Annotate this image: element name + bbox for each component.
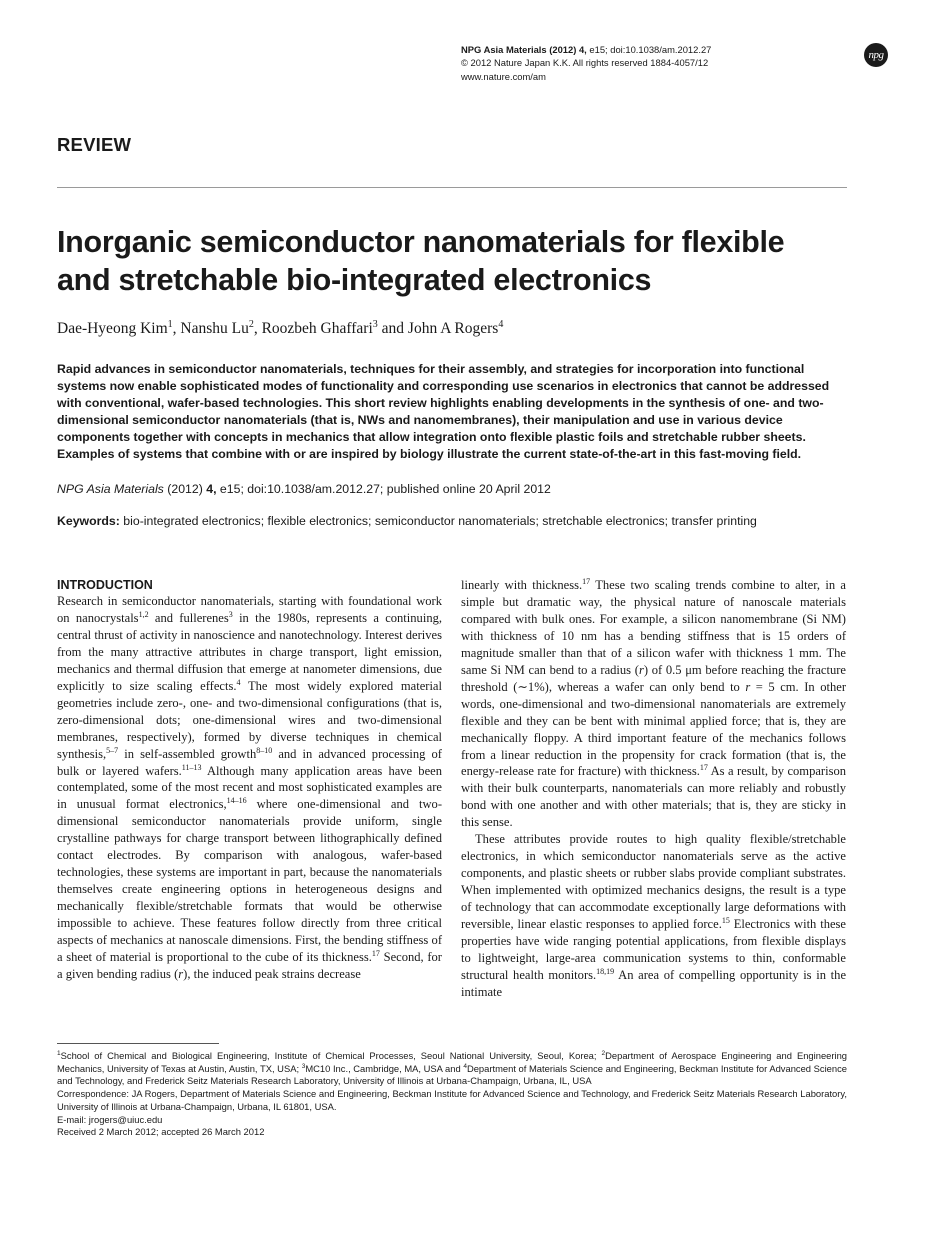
author-separator: , xyxy=(172,320,181,337)
footnote-divider xyxy=(57,1043,219,1044)
author-separator: , xyxy=(253,320,262,337)
text-run: in the 1980s, represents a continuing, central thrust of activity in nanoscience and nanotechnology. Interest derives from the many attractive attributes in charge transport, light emission, mechanics and thermal diffusion that emerge at nanometer dimensions, due explicitly to size scaling effects. xyxy=(57,610,443,693)
text-run: School of Chemical and Biological Engineering, Institute of Chemical Processes, Seoul National University, Seoul, Korea; xyxy=(60,1050,602,1061)
text-run: where one-dimensional and two-dimensional semiconductor nanomaterials provide uniform, single crystalline pathways for charge transport between lithographically defined contact electrodes. By comparison with analogous, wafer-based technologies, these systems are important in part, because the nanomaterials themselves create engineering options in heterogeneous designs and mechanically flexible/stretchable formats that would be otherwise impossible to achieve. These features follow directly from three critical aspects of mechanics at nanoscale dimensions. First, the bending stiffness of a sheet of material is proportional to the cube of its thickness. xyxy=(57,797,443,965)
journal-doi: e15; doi:10.1038/am.2012.27 xyxy=(589,44,712,55)
author-list xyxy=(57,320,503,338)
body-paragraph xyxy=(57,593,442,983)
author-name: Dae-Hyeong Kim xyxy=(57,320,168,337)
journal-name: NPG Asia Materials (2012) xyxy=(461,44,577,55)
journal-volume: 4, xyxy=(578,44,587,55)
right-column xyxy=(461,577,846,1001)
text-run: Although many application areas have been contemplated, some of the most recent and most sophisticated examples are in unusual format electronics, xyxy=(57,763,442,812)
text-run: ) of 0.5 μm before reaching the fracture threshold (∼1%), whereas a wafer can only bend to xyxy=(461,662,846,694)
journal-citation-line xyxy=(461,44,761,57)
email[interactable]: E-mail: jrogers@uiuc.edu xyxy=(57,1113,163,1125)
reference-superscript: 11–13 xyxy=(181,762,202,772)
text-run: linearly with thickness. xyxy=(461,578,583,592)
body-paragraph xyxy=(461,831,846,1001)
text-run: and fullerenes xyxy=(148,610,229,625)
keywords xyxy=(57,513,857,530)
author-name: John A Rogers xyxy=(407,320,499,337)
text-run: Electronics with these properties have wide ranging potential applications, from flexible displays to lightweight, large-area communication systems to thin, conformable structural health monitors. xyxy=(461,917,846,982)
title-divider xyxy=(57,187,847,188)
correspondence: Correspondence: JA Rogers, Department of Materials Science and Engineering, Beckman Institute for Advanced Science and Technology, and Frederick Seitz Materials Research Laboratory, University of Illinois at Urbana-Champaign, Urbana, IL 61801, USA. xyxy=(57,1088,847,1112)
section-label: REVIEW xyxy=(57,134,132,155)
italic-variable: r xyxy=(178,966,184,981)
journal-header xyxy=(461,44,761,84)
left-column xyxy=(57,577,442,983)
text-run: and in advanced processing of bulk or layered wafers. xyxy=(57,746,442,778)
text-run: An area of compelling opportunity is in the intimate xyxy=(461,967,847,999)
reference-superscript: 4 xyxy=(236,677,241,687)
reference-superscript: 2 xyxy=(601,1049,606,1057)
italic-variable: r xyxy=(638,662,644,677)
body-paragraph xyxy=(461,577,846,831)
keywords-label: Keywords: xyxy=(57,514,120,528)
reference-superscript: 1 xyxy=(57,1049,61,1057)
citation-doi-published: e15; doi:10.1038/am.2012.27; published online 20 April 2012 xyxy=(219,482,551,496)
copyright-line: © 2012 Nature Japan K.K. All rights reserved 1884-4057/12 xyxy=(461,56,709,68)
reference-superscript: 3 xyxy=(228,609,233,619)
affiliations xyxy=(57,1050,847,1088)
text-run: These two scaling trends combine to alter, in a simple but dramatic way, the physical nature of nanoscale materials compared with bulk ones. For example, a silicon nanomembrane (Si NM) with thickness of 10 nm has a bending stiffness that is 15 orders of magnitude smaller than that of a silicon wafer with thickness 1 mm. The same Si NM can bend to a radius ( xyxy=(461,578,846,677)
reference-superscript: 1,2 xyxy=(138,609,149,619)
author-affiliation-marker: 4 xyxy=(498,318,504,330)
text-run: Second, for a given bending radius ( xyxy=(57,950,442,981)
article-title xyxy=(57,223,857,299)
text-run: = 5 cm. In other words, one-dimensional and two-dimensional nanomaterials are extremely flexible and they can be bent with minimal applied force; that is, they are mechanically floppy. A third important feature of the mechanics follows from a linear reduction in the propensity for crack formation (that is, the energy-release rate for fracture) with thickness. xyxy=(461,679,847,779)
reference-superscript: 4 xyxy=(463,1062,467,1070)
author-affiliation-marker: 2 xyxy=(248,318,254,330)
introduction-heading: INTRODUCTION xyxy=(57,578,153,592)
author-separator: and xyxy=(377,320,408,337)
citation-volume: 4, xyxy=(206,482,217,496)
reference-superscript: 15 xyxy=(721,915,730,925)
received-dates: Received 2 March 2012; accepted 26 March 2012 xyxy=(57,1126,265,1138)
reference-superscript: 17 xyxy=(582,576,591,586)
keywords-text: bio-integrated electronics; flexible electronics; semiconductor nanomaterials; stretchable electronics; transfer printing xyxy=(123,514,757,528)
text-run: These attributes provide routes to high quality flexible/stretchable electronics, in which semiconductor nanomaterials serve as the active components, and plastic sheets or rubber slabs provide compliant substrates. When implemented with optimized mechanics designs, the result is a type of technology that can accommodate exceptionally large deformations with reversible, linear elastic responses to applied force. xyxy=(461,832,846,932)
text-run: As a result, by comparison with their bulk counterparts, nanomaterials can more reliably and robustly bond with one another and with other materials; that is, they are sticky in this sense. xyxy=(461,764,846,830)
author-name: Roozbeh Ghaffari xyxy=(261,320,373,337)
reference-superscript: 3 xyxy=(301,1062,306,1070)
author-affiliation-marker: 3 xyxy=(372,318,378,330)
citation-year: (2012) xyxy=(167,482,203,496)
text-run: Department of Materials Science and Engineering, Beckman Institute for Advanced Science and Technology, and Frederick Seitz Materials Research Laboratory, University of Illinois at Urbana-Champaign, Urbana, IL, USA xyxy=(57,1062,847,1087)
text-run: MC10 Inc., Cambridge, MA, USA and xyxy=(305,1062,464,1074)
text-run: Research in semiconductor nanomaterials, starting with foundational work on nanocrystals xyxy=(57,594,442,625)
journal-url[interactable]: www.nature.com/am xyxy=(461,71,546,82)
article-citation xyxy=(57,481,847,498)
author-name: Nanshu Lu xyxy=(180,320,249,337)
title-line-2: and stretchable bio-integrated electronics xyxy=(57,263,652,297)
reference-superscript: 17 xyxy=(371,948,380,958)
npg-logo: npg xyxy=(864,43,888,67)
abstract: Rapid advances in semiconductor nanomaterials, techniques for their assembly, and strategies for incorporation into functional systems now enable sophisticated modes of functionality and corresponding use scenarios in electronics that cannot be addressed with conventional, wafer-based technologies. This short review highlights enabling developments in the synthesis of one- and two-dimensional semiconductor nanomaterials (that is, NWs and nanomembranes), their manipulation and use in various device components together with concepts in mechanics that allow integration onto flexible plastic foils and stretchable rubber sheets. Examples of systems that combine with or are inspired by biology illustrate the current state-of-the-art in this fast-moving field. xyxy=(57,362,830,461)
text-run: in self-assembled growth xyxy=(118,746,257,761)
text-run: Department of Aerospace Engineering and Engineering Mechanics, University of Texas at Austin, Austin, TX, USA; xyxy=(57,1050,847,1074)
footnotes xyxy=(57,1050,847,1139)
reference-superscript: 5–7 xyxy=(106,745,119,755)
reference-superscript: 14–16 xyxy=(226,796,247,806)
reference-superscript: 8–10 xyxy=(256,745,273,755)
reference-superscript: 17 xyxy=(699,763,708,773)
reference-superscript: 18,19 xyxy=(596,966,615,976)
author-affiliation-marker: 1 xyxy=(167,318,173,330)
text-run: ), the induced peak strains decrease xyxy=(183,966,361,981)
citation-journal: NPG Asia Materials xyxy=(57,482,164,496)
title-line-1: Inorganic semiconductor nanomaterials for flexible xyxy=(57,225,785,259)
text-run: The most widely explored material geometries include zero-, one- and two-dimensional configurations (that is, zero-dimensional dots; one-dimensional wires and two-dimensional membranes, respectively), formed by diverse techniques in chemical synthesis, xyxy=(57,678,442,761)
italic-variable: r xyxy=(745,679,751,694)
